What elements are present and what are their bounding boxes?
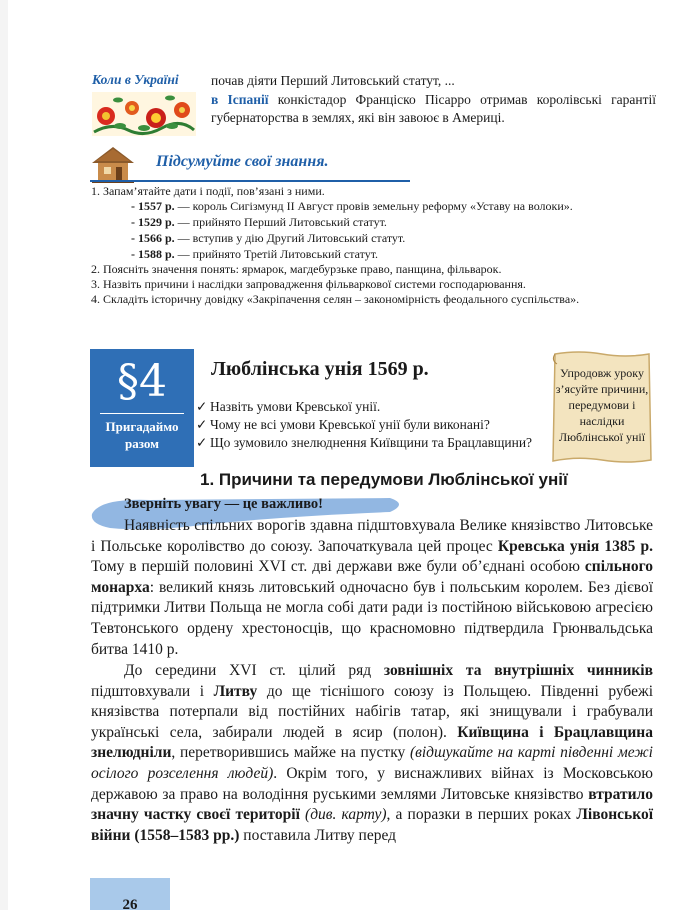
hut-icon [90,145,136,183]
lesson-goal-note: Упродовж уроку з’ясуйте причини, передумови і наслідки Люблінської унії [555,366,649,444]
page-number: 26 [122,897,138,913]
koly-text-line1: почав діяти Перший Литовський статут, ... [211,73,455,88]
checkmark-icon: ✓ [196,417,208,432]
when-in-ukraine-label: Коли в Україні [92,72,179,87]
date-row: - 1588 р. — прийнято Третій Литовський статут. [131,247,379,261]
page-edge [0,0,8,910]
summary-title: Підсумуйте свої знання. [156,153,329,170]
check-item: ✓ Чому не всі умови Кревської унії були виконані? [196,417,490,432]
recall-together-label: Пригадаймо разом [105,419,179,451]
paragraph-1: Наявність спільних ворогів здавна підштовхувала Велике князівство Литовське і Польське королівство до союзу. Започаткувала цей процес Кревська унія 1385 р. Тому в першій половині XVI ст. дві держави вже були об’єднані особою спільного монарха: великий князь литовський одночасно був і польським королем. Без дієвої підтримки Литви Польща не могла собі дати ради із постійною військовою агресією Тевтонського ордену хрестоносців, що красномовно підтвердила Грюнвальдська битва 1410 р. [91,517,653,658]
summary-rule [90,180,410,182]
date-row: - 1529 р. — прийнято Перший Литовський статут. [131,215,387,229]
checkmark-icon: ✓ [196,435,208,450]
date-row: - 1557 р. — король Сигізмунд ІІ Август провів земельну реформу «Уставу на волоки». [131,199,573,213]
summary-item-4: 4. Складіть історичну довідку «Закріпачення селян – закономірність феодального суспільства». [91,292,580,306]
section-divider [100,413,184,414]
spain-label: в Іспанії [211,92,269,107]
lesson-title: Люблінська унія 1569 р. [211,358,429,380]
summary-item-3: 3. Назвіть причини і наслідки запровадження фільваркової системи господарювання. [91,277,526,291]
date-row: - 1566 р. — вступив у дію Другий Литовський статут. [131,231,406,245]
petrykivka-ornament-icon [92,92,196,136]
summary-item-2: 2. Поясніть значення понять: ярмарок, магдебурзьке право, панщина, фільварок. [91,262,502,276]
paragraph-2: До середини XVI ст. цілий ряд зовнішніх та внутрішніх чинників підштовхували і Литву до ще тіснішого союзу із Польщею. Південні рубежі князівства потерпали від постійних набігів татар, які знищували і грабували українські села, забирали людей в ясир (полон). Київщина і Брацлавщина знелюдніли, перетворившись майже на пустку (відшукайте на карті південні межі осілого розселення людей). Окрім того, у виснажливих війнах із Московською державою за право на володіння руськими землями Литовське князівство втратило значну частку своєї території (див. карту), а поразки в перших роках Лівонської війни (1558–1583 рр.) поставила Литву перед [91,662,654,844]
check-item: ✓ Що зумовило знелюднення Київщини та Брацлавщини? [196,435,533,450]
koly-text-spain [211,91,656,127]
attention-note: Зверніть увагу — це важливо! [124,496,324,512]
checkmark-icon: ✓ [196,399,208,414]
section-heading: 1. Причини та передумови Люблінської унії [200,470,568,489]
section-number: §4 [117,356,167,407]
check-item: ✓ Назвіть умови Кревської унії. [196,399,381,414]
spain-text: конкістадор Франціско Пісарро отримав королівські гарантії губернаторства в землях, які він завоює в Америці. [211,92,656,125]
summary-item-1: 1. Запам’ятайте дати і події, пов’язані з ними. [91,184,325,198]
